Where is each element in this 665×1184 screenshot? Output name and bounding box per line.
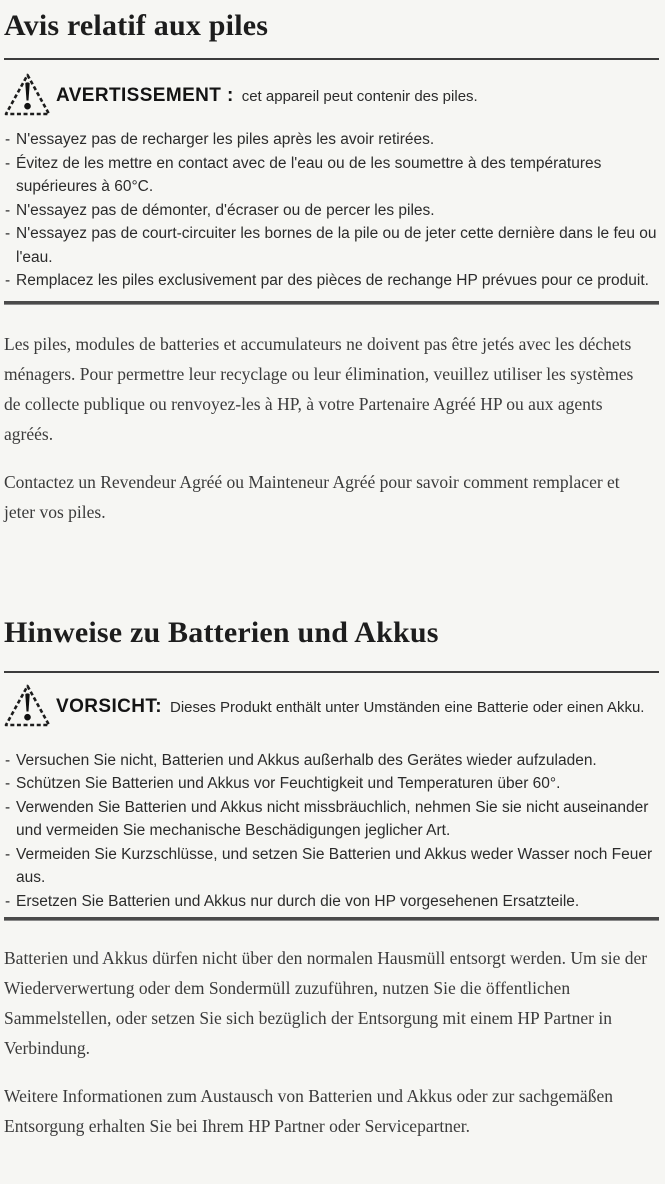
warning-statement-fr: [4, 70, 654, 110]
section-battery-notice-fr: [4, 8, 659, 527]
divider: [4, 58, 659, 60]
warning-triangle-icon: [4, 683, 51, 734]
warning-label-de: VORSICHT:: [56, 695, 162, 717]
divider: [4, 671, 659, 673]
list-item: - N'essayez pas de recharger les piles après les avoir retirées.: [4, 128, 659, 152]
section-battery-notice-de: [4, 615, 659, 1142]
paragraph: Weitere Informationen zum Austausch von Batterien und Akkus oder zur sachgemäßen Entsorgung erhalten Sie bei Ihrem HP Partner oder Servicepartner.: [4, 1086, 613, 1136]
paragraph: Batterien und Akkus dürfen nicht über den normalen Hausmüll entsorgt werden. Um sie der Wiederverwertung oder dem Sondermüll zuzuführen, nutzen Sie die öffentlichen Sammelstellen, oder setzen Sie sich bezüglich der Entsorgung mit einem HP Partner in Verbindung.: [4, 948, 648, 1058]
warning-statement-de: [4, 681, 654, 721]
warning-list-de: [4, 749, 659, 914]
list-item: - Versuchen Sie nicht, Batterien und Akkus außerhalb des Gerätes wieder aufzuladen.: [4, 749, 659, 773]
paragraph: Les piles, modules de batteries et accumulateurs ne doivent pas être jetés avec les déchets ménagers. Pour permettre leur recyclage ou leur élimination, veuillez utiliser les systèmes de collecte publique ou renvoyez-les à HP, à votre Partenaire Agréé HP ou aux agents agréés.: [4, 333, 634, 444]
warning-intro-fr: cet appareil peut contenir des piles.: [241, 88, 478, 105]
list-item: - N'essayez pas de court-circuiter les bornes de la pile ou de jeter cette dernière dans le feu ou l'eau.: [4, 222, 659, 269]
list-item: - Schützen Sie Batterien und Akkus vor Feuchtigkeit und Temperaturen über 60°.: [4, 772, 659, 796]
list-item: - N'essayez pas de démonter, d'écraser ou de percer les piles.: [4, 199, 659, 223]
warning-label-fr: AVERTISSEMENT :: [56, 85, 234, 106]
warning-intro-de: Dieses Produkt enthält unter Umständen eine Batterie oder einen Akku.: [170, 698, 645, 716]
list-item: - Vermeiden Sie Kurzschlüsse, und setzen Sie Batterien und Akkus weder Wasser noch Feuer aus.: [4, 843, 659, 890]
list-item: - Verwenden Sie Batterien und Akkus nicht missbräuchlich, nehmen Sie sie nicht auseinander und vermeiden Sie mechanische Beschädigungen jeglicher Art.: [4, 796, 659, 843]
page-title-de: Hinweise zu Batterien und Akkus: [4, 615, 439, 649]
warning-list-fr: [4, 128, 659, 293]
list-item: - Évitez de les mettre en contact avec de l'eau ou de les soumettre à des températures supérieures à 60°C.: [4, 152, 659, 199]
list-item: - Remplacez les piles exclusivement par des pièces de rechange HP prévues pour ce produit.: [4, 269, 659, 293]
warning-header-de: [4, 681, 659, 743]
divider: [4, 917, 659, 921]
paragraph: Contactez un Revendeur Agréé ou Mainteneur Agréé pour savoir comment remplacer et jeter vos piles.: [4, 471, 620, 522]
warning-header-fr: [4, 70, 659, 122]
page-title-fr: Avis relatif aux piles: [4, 9, 269, 42]
list-item: - Ersetzen Sie Batterien und Akkus nur durch die von HP vorgesehenen Ersatzteile.: [4, 890, 659, 914]
divider: [4, 301, 659, 305]
warning-triangle-icon: [4, 72, 51, 123]
